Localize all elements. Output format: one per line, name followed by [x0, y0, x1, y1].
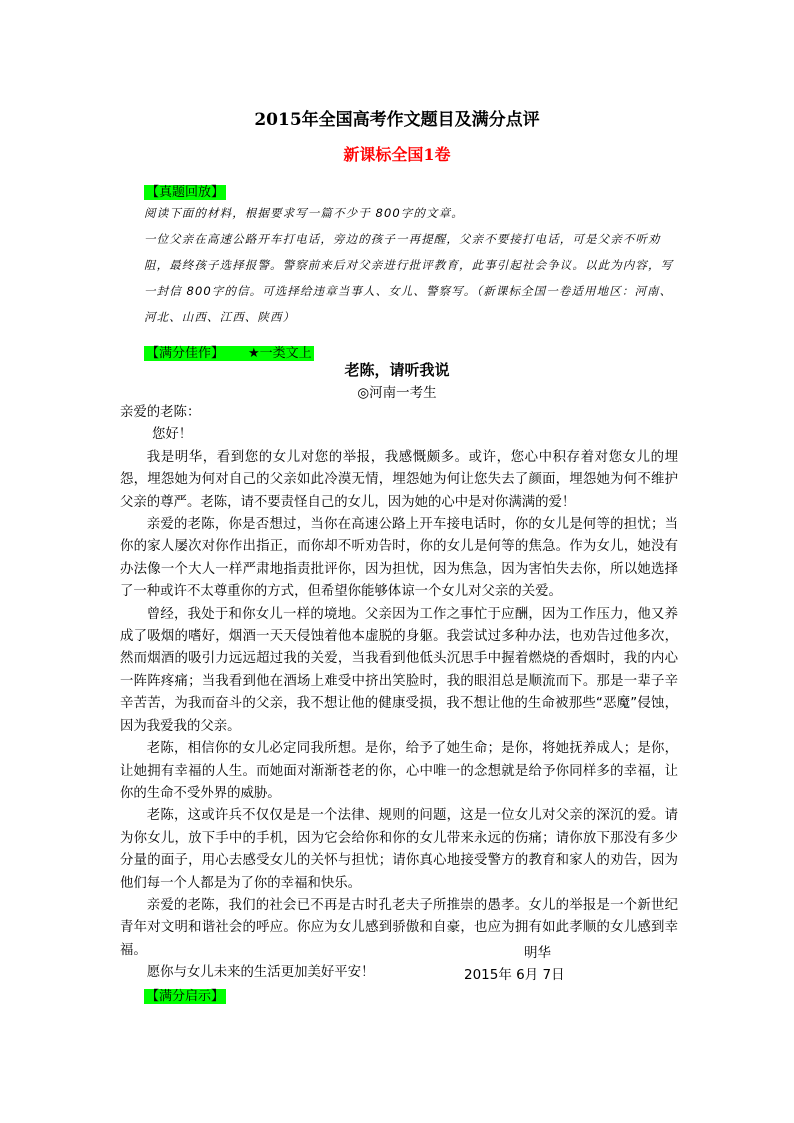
essay-paragraph: 亲爱的老陈，我们的社会已不再是古时孔老夫子所推崇的愚孝。女儿的举报是一个新世纪青年对文明和谐社会的呼应。你应为女儿感到骄傲和自豪，也应为拥有如此孝顺的女儿感到幸福。 — [120, 897, 678, 958]
essay-rating-label: ★一类文上 — [226, 346, 314, 361]
insight-tag-label: 【满分启示】 — [146, 989, 225, 1004]
essay-date: 2015年 6月 7日 — [464, 967, 565, 983]
prompt-tag-label: 【真题回放】 — [146, 185, 225, 200]
essay-paragraph: 老陈，相信你的女儿必定同我所想。是你，给予了她生命；是你，将她抚养成人；是你，让她拥有幸福的人生。而她面对渐渐苍老的你，心中唯一的念想就是给予你同样多的幸福，让你的生命不受外界的威胁。 — [120, 741, 678, 801]
essay-paragraph: 老陈，这或许兵不仅仅是是一个法律、规则的问题，这是一位女儿对父亲的深沉的爱。请为你女儿，放下手中的手机，因为它会给你和你的女儿带来永远的伤痛；请你放下那没有多少分量的面子，用心去感受女儿的关怀与担忧；请你真心地接受警方的教育和家人的劝告，因为他们每一个人都是为了你的幸福和快乐。 — [120, 808, 678, 891]
essay-tag-label: 【满分佳作】 — [146, 346, 225, 361]
essay-body — [120, 402, 678, 985]
essay-signature: 明华 — [524, 945, 551, 961]
page-title: 2015年全国高考作文题目及满分点评 — [254, 110, 540, 130]
prompt-instruction: 阅读下面的材料，根据要求写一篇不少于 800字的文章。 — [144, 206, 464, 220]
page-subtitle: 新课标全国1卷 — [343, 145, 451, 164]
prompt-body — [144, 200, 684, 330]
essay-paragraph: 曾经，我处于和你女儿一样的境地。父亲因为工作之事忙于应酬，因为工作压力，他又养成了吸烟的嗜好，烟酒一天天侵蚀着他本虚脱的身躯。我尝试过多种办法，也劝告过他多次，然而烟酒的吸引力远远超过我的关爱，当我看到他低头沉思手中握着燃烧的香烟时，我的内心一阵阵疼痛；当我看到他在酒场上难受中挤出笑脸时，我的眼泪总是顺流而下。那是一辈子辛辛苦苦，为我而奋斗的父亲，我不想让他的健康受损，我不想让他的生命被那些“恶魔”侵蚀，因为我爱我的父亲。 — [120, 606, 678, 734]
prompt-material: 一位父亲在高速公路开车打电话，旁边的孩子一再提醒，父亲不要接打电话，可是父亲不听劝阻，最终孩子选择报警。警察前来后对父亲进行批评教育，此事引起社会争议。以此为内容，写一封信 800字的信。可选择给违章当事人、女儿、警察写。（新课标全国一卷适用地区：河南、河北、山西、江西、陕西） — [144, 232, 674, 324]
essay-salutation: 亲爱的老陈： — [120, 405, 201, 420]
essay-greeting: 您好！ — [152, 427, 193, 443]
essay-paragraph: 我是明华，看到您的女儿对您的举报，我感慨颇多。或许，您心中积存着对您女儿的埋怨，埋怨她为何对自己的父亲如此冷漠无情，埋怨她为何让您失去了颜面，埋怨她为何不维护父亲的尊严。老陈，请不要责怪自己的女儿，因为她的心中是对你满满的爱！ — [120, 449, 678, 510]
essay-paragraph: 亲爱的老陈，你是否想过，当你在高速公路上开车接电话时，你的女儿是何等的担忧；当你的家人屡次对你作出指正，而你却不听劝告时，你的女儿是何等的焦急。作为女儿，她没有办法像一个大人一样严肃地指责批评你，因为担忧，因为焦急，因为害怕失去你，所以她选择了一种或许不太尊重你的方式，但希望你能够体谅一个女儿对父亲的关爱。 — [120, 517, 678, 600]
prompt-section-tag — [144, 181, 226, 202]
insight-section-tag — [144, 985, 226, 1006]
essay-closing: 愿你与女儿未来的生活更加美好平安！ — [146, 965, 375, 981]
essay-title: 老陈，请听我说 — [344, 361, 450, 379]
essay-author: ◎河南一考生 — [357, 385, 437, 401]
